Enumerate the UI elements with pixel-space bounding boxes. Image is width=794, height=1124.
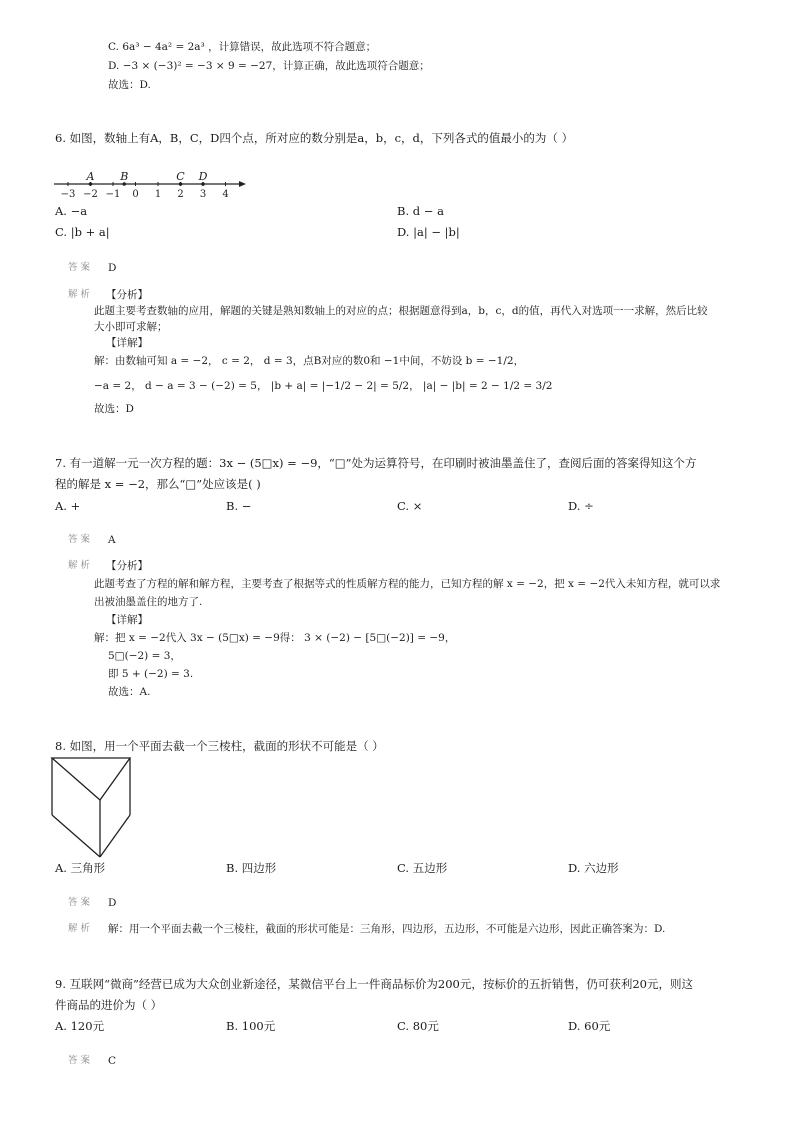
number-line-tick-label: −3 [60, 189, 76, 200]
q7-conclusion: 故选：A. [108, 686, 151, 698]
q7-detail-line-3: 即 5 + (−2) = 3. [108, 668, 194, 680]
q6-detail-line-2: −a = 2， d − a = 3 − (−2) = 5， |b + a| = |−1/2 − 2| = 5/2， |a| − |b| = 2 − 1/2 = 3/2 [94, 380, 553, 392]
number-line-tick-label: 0 [132, 189, 139, 200]
q6-option-c: C. |b + a| [55, 225, 110, 239]
number-line-tick-label: −2 [83, 189, 98, 200]
q5-conclusion: 故选：D. [108, 79, 151, 91]
q6-detail-line-1: 解：由数轴可知 a = −2， c = 2， d = 3，点B对应的数0和 −1中间，不妨设 b = −1/2， [94, 355, 525, 367]
q6-option-b: B. d − a [397, 204, 444, 218]
q8-option-c: C. 五边形 [397, 861, 448, 875]
number-line-point-label: C [176, 170, 185, 183]
number-line-tick-label: 1 [154, 189, 162, 200]
q9-stem-line-1: 9. 互联网“微商”经营已成为大众创业新途径，某微信平台上一件商品标价为200元，按标价的五折销售，仍可获利20元，则这 [55, 977, 693, 991]
q9-option-b: B. 100元 [226, 1019, 276, 1033]
q7-fenxi-heading: 【分析】 [106, 560, 148, 572]
number-line-tick-label: 2 [177, 189, 184, 200]
q7-xiangjie-heading: 【详解】 [106, 614, 148, 626]
q6-number-line [50, 168, 250, 202]
q8-answer-label: 答案 [68, 897, 94, 908]
q6-answer-label: 答案 [68, 262, 94, 273]
q8-stem: 8. 如图，用一个平面去截一个三棱柱，截面的形状不可能是（ ） [55, 739, 384, 753]
q8-option-b: B. 四边形 [226, 861, 277, 875]
q8-triangular-prism-figure [48, 755, 138, 860]
q8-analysis: 解：用一个平面去截一个三棱柱，截面的形状可能是：三角形，四边形，五边形，不可能是六边形，因此正确答案为：D. [108, 923, 666, 935]
q8-answer: D [108, 897, 117, 909]
q6-fenxi-heading: 【分析】 [106, 289, 148, 301]
q6-stem: 6. 如图，数轴上有A，B，C，D四个点，所对应的数分别是a，b，c，d，下列各式的值最小的为（ ） [55, 131, 574, 145]
q6-option-d: D. |a| − |b| [397, 225, 460, 239]
q9-option-d: D. 60元 [568, 1019, 611, 1033]
q7-option-b: B. − [226, 499, 252, 513]
q7-option-a: A. + [55, 499, 81, 513]
q8-option-d: D. 六边形 [568, 861, 619, 875]
number-line-tick-label: 4 [222, 189, 229, 200]
q9-answer-label: 答案 [68, 1055, 94, 1066]
q9-option-c: C. 80元 [397, 1019, 439, 1033]
q7-answer: A [108, 534, 116, 546]
number-line-point-label: D [198, 170, 208, 183]
q9-stem-line-2: 件商品的进价为（ ） [55, 998, 163, 1012]
number-line-tick-label: 3 [199, 189, 207, 200]
q7-analysis-label: 解析 [68, 560, 94, 571]
q7-analysis-line-1: 此题考查了方程的解和解方程，主要考查了根据等式的性质解方程的能力，已知方程的解 x = −2，把 x = −2代入未知方程，就可以求 [94, 578, 721, 590]
q7-detail-line-2: 5□(−2) = 3， [108, 650, 181, 662]
q7-option-d: D. ÷ [568, 499, 594, 513]
q6-xiangjie-heading: 【详解】 [106, 337, 148, 349]
q6-analysis-line-2: 大小即可求解； [94, 321, 168, 333]
q7-option-c: C. × [397, 499, 423, 513]
q7-stem-line-1: 7. 有一道解一元一次方程的题：3x − (5□x) = −9，“□”处为运算符号，在印刷时被油墨盖住了，查阅后面的答案得知这个方 [55, 456, 697, 470]
q8-analysis-label: 解析 [68, 923, 94, 934]
q9-answer: C [108, 1055, 117, 1067]
number-line-point-label: B [120, 170, 129, 183]
q9-option-a: A. 120元 [55, 1019, 105, 1033]
number-line-point-label: A [86, 170, 95, 183]
q7-analysis-line-2: 出被油墨盖住的地方了. [94, 596, 203, 608]
q8-option-a: A. 三角形 [55, 861, 106, 875]
q7-detail-line-1: 解：把 x = −2代入 3x − (5□x) = −9得： 3 × (−2) − [5□(−2)] = −9， [94, 632, 456, 644]
q6-analysis-line-1: 此题主要考查数轴的应用，解题的关键是熟知数轴上的对应的点；根据题意得到a，b，c，d的值，再代入对选项一一求解，然后比较 [94, 305, 708, 317]
q6-answer: D [108, 262, 117, 274]
q6-option-a: A. −a [55, 204, 88, 218]
q6-conclusion: 故选：D [94, 403, 134, 415]
q5-option-d-analysis: D. −3 × (−3)² = −3 × 9 = −27，计算正确，故此选项符合题意； [108, 60, 430, 72]
number-line-tick-label: −1 [105, 189, 121, 200]
number-line-arrow [239, 181, 246, 187]
q7-stem-line-2: 程的解是 x = −2，那么“□”处应该是( ) [55, 477, 261, 491]
q5-option-c-analysis: C. 6a³ − 4a² = 2a³ ，计算错误，故此选项不符合题意； [108, 41, 377, 53]
q6-analysis-label: 解析 [68, 289, 94, 300]
q7-answer-label: 答案 [68, 534, 94, 545]
